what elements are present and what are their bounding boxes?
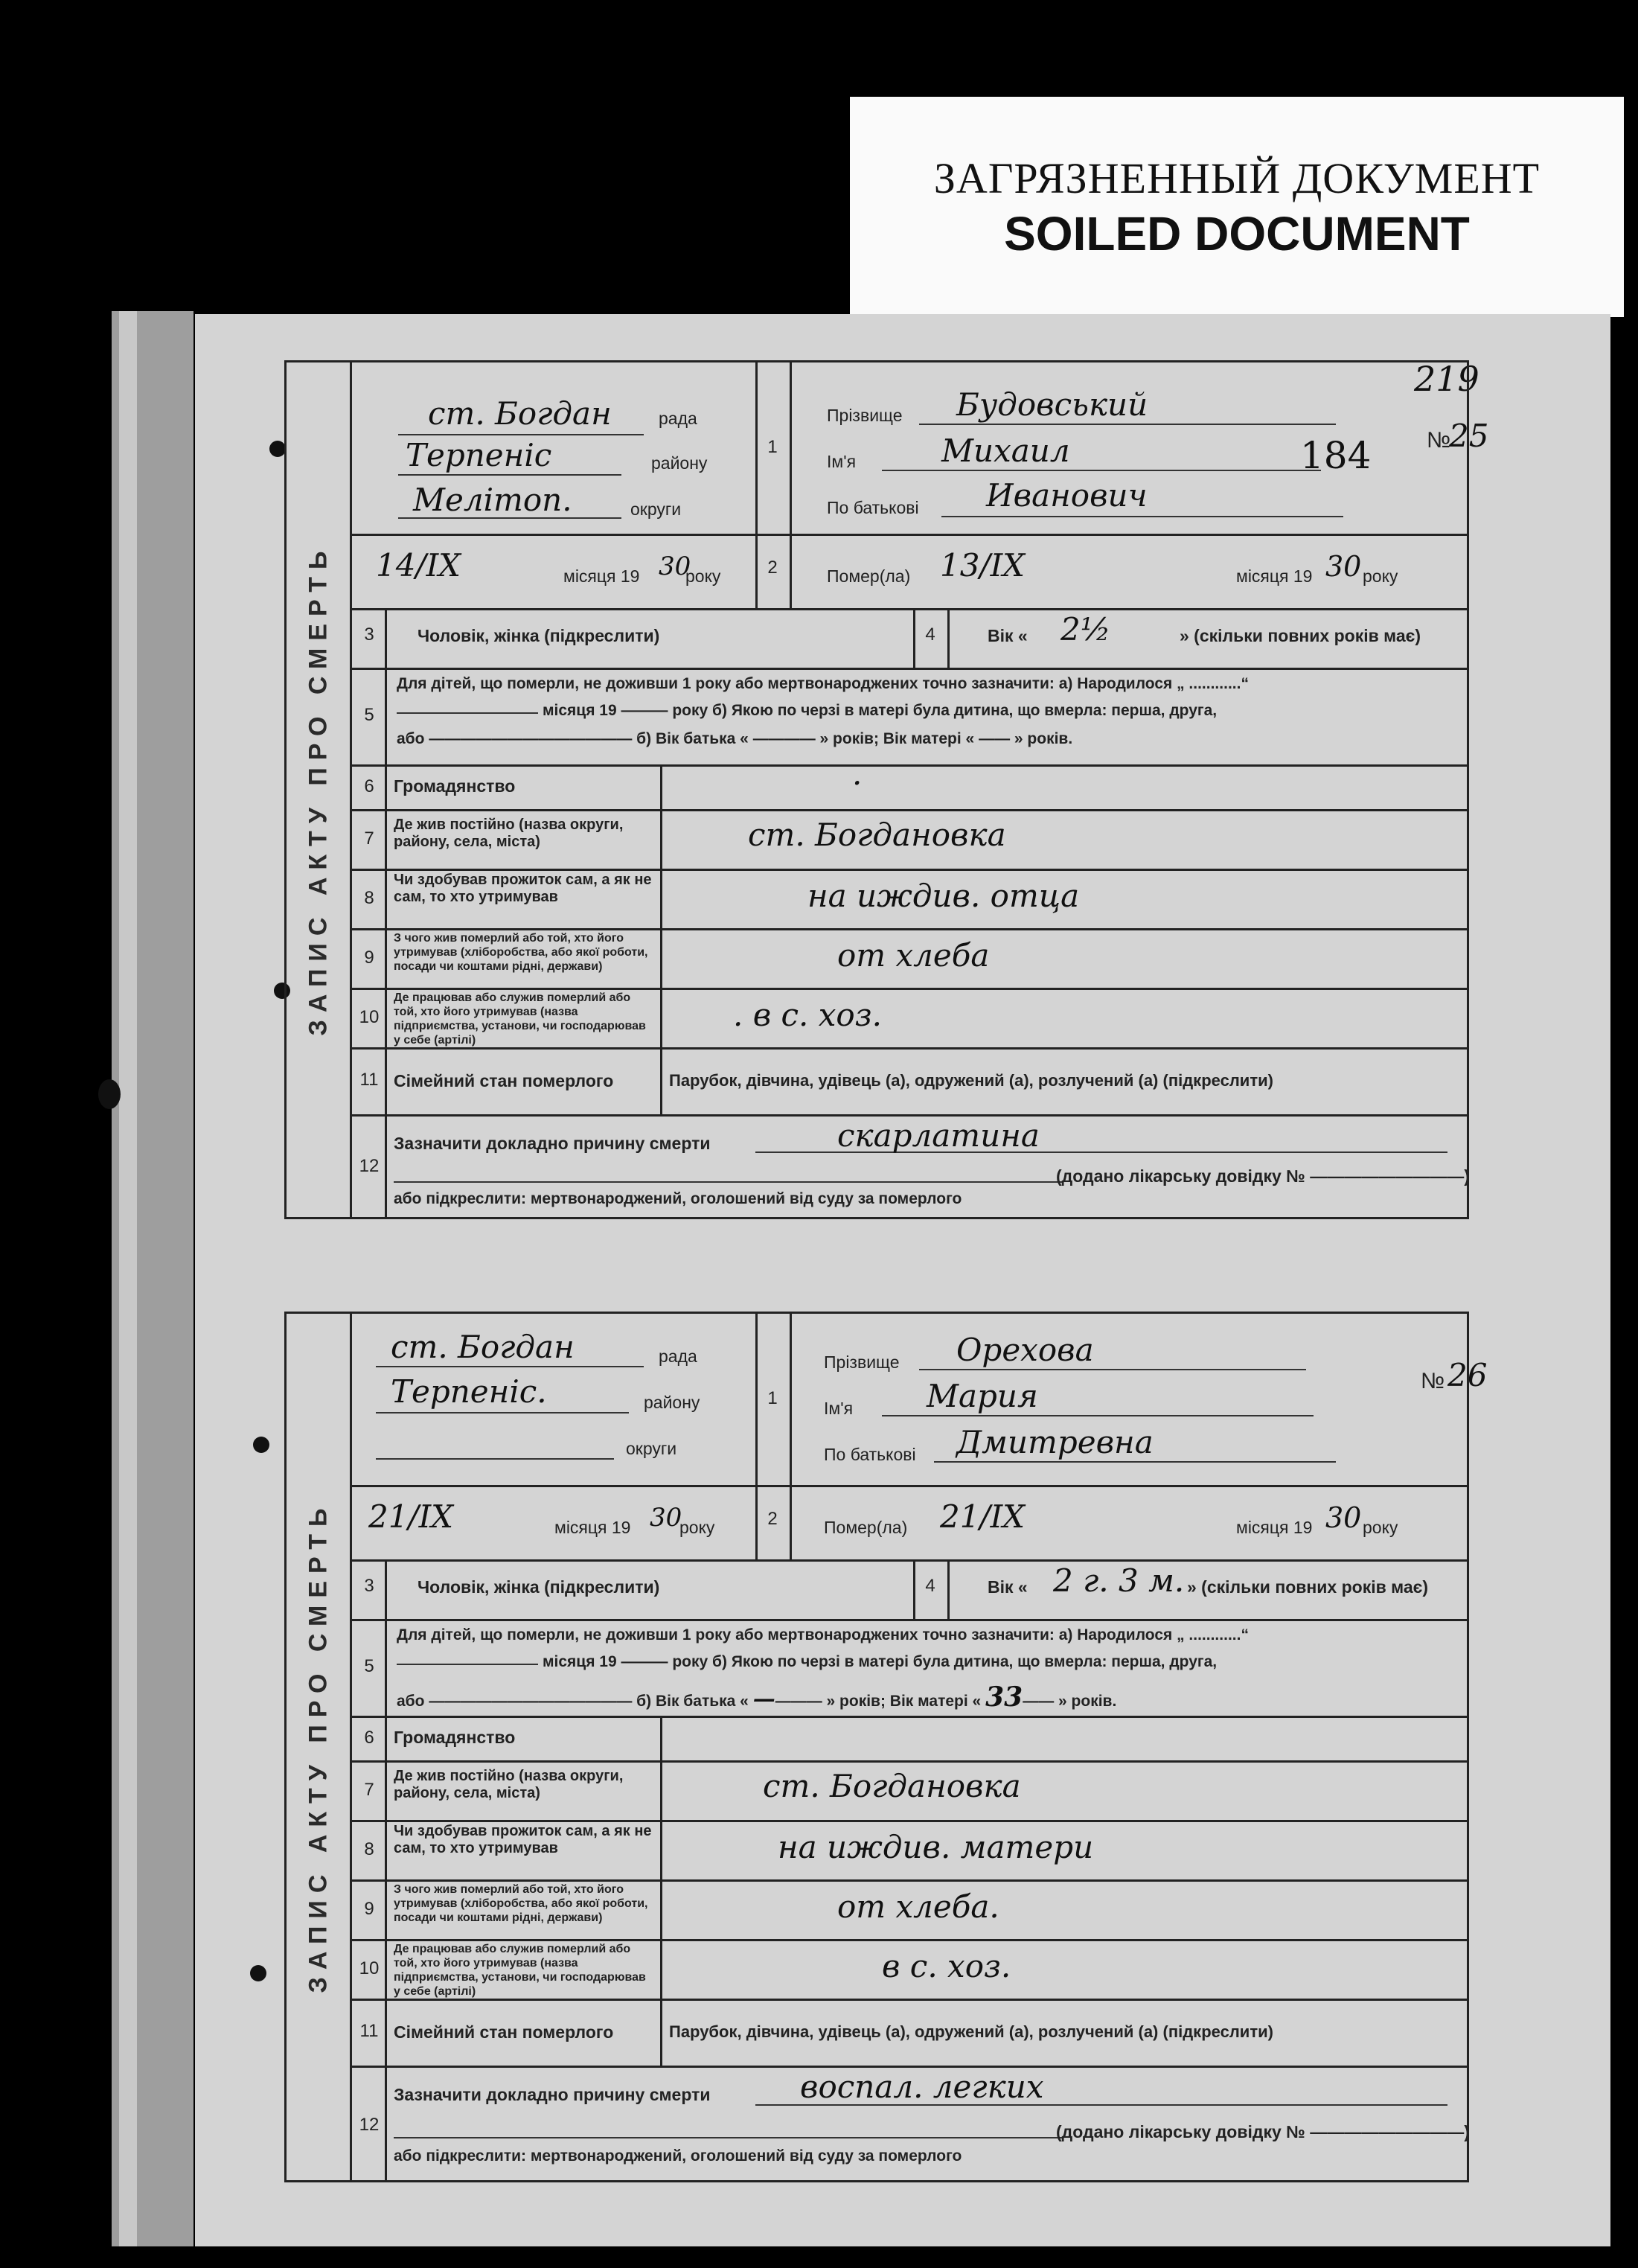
grid-line [352, 2066, 1467, 2068]
grid-line [790, 1314, 792, 1559]
grid-line [660, 764, 662, 1114]
fill-line [398, 517, 621, 519]
row-number-11: 11 [359, 1070, 379, 1090]
age-value: 2½ [1060, 611, 1111, 648]
patronymic-label: По батькові [824, 1445, 916, 1464]
residence-value: ст. Богдановка [763, 1768, 1021, 1804]
month-label: місяця 19 [554, 1518, 631, 1537]
fill-line [934, 1461, 1336, 1463]
age-value: 2 г. 3 м. [1053, 1562, 1185, 1599]
workplace-label: Де працював або служив померлий або той, хто його утримував (назва підприємства, установи, чи господарював у себе (артілі) [394, 1943, 646, 1998]
row-number-2: 2 [767, 558, 778, 578]
marital-label: Сімейний стан померлого [394, 2022, 614, 2042]
page-number: 219 [1414, 359, 1479, 399]
grid-line [352, 809, 1467, 811]
source-value: от хлеба. [837, 1888, 999, 1925]
sex-label: Чоловік, жінка (підкреслити) [418, 626, 660, 645]
row-number-9: 9 [364, 948, 374, 968]
surname-value: Будовський [956, 386, 1148, 423]
grid-line [352, 1619, 1467, 1621]
source-label: З чого жив померлий або той, хто його утримував (хліборобства, або якої роботи, посади чи коштами рідні, держави) [394, 932, 648, 973]
row-number-7: 7 [364, 1780, 374, 1800]
death-year-label: року [1363, 566, 1398, 586]
certificate-label: (додано лікарську довідку № —————————) [1056, 2122, 1470, 2141]
record-side-title: ЗАПИС АКТУ ПРО СМЕРТЬ [287, 362, 352, 1217]
children-line-3: або ————————————— б) Вік батька « ———— » років; Вік матері « —— » років. [397, 730, 1073, 747]
rada-value: ст. Богдан [428, 395, 612, 432]
year-label: року [679, 1518, 715, 1537]
row-number-3: 3 [364, 1576, 374, 1596]
grid-line [352, 1879, 1467, 1882]
residence-label: Де жив постійно (назва округи, району, села, міста) [394, 1768, 624, 1801]
row-number-2: 2 [767, 1509, 778, 1529]
row-number-6: 6 [364, 776, 374, 796]
surname-value: Орехова [956, 1332, 1094, 1368]
row-number-9: 9 [364, 1899, 374, 1919]
record-side-title: ЗАПИС АКТУ ПРО СМЕРТЬ [287, 1314, 352, 2180]
patronymic-value: Дмитревна [956, 1424, 1154, 1460]
number-sign: № [1421, 1369, 1445, 1393]
death-label: Помер(ла) [824, 1518, 908, 1537]
fill-line [376, 1458, 614, 1460]
grid-line [352, 1760, 1467, 1763]
grid-line [352, 1939, 1467, 1941]
rada-value: ст. Богдан [391, 1329, 575, 1365]
grid-line [385, 608, 387, 1217]
binding-hole [269, 441, 286, 457]
stillborn-label: або підкреслити: мертвонароджений, оголошений від суду за померлого [394, 2147, 962, 2165]
cause-value: скарлатина [837, 1117, 1040, 1154]
grid-line [352, 534, 1467, 536]
residence-value: ст. Богдановка [748, 817, 1006, 853]
sex-label: Чоловік, жінка (підкреслити) [418, 1577, 660, 1597]
livelihood-label: Чи здобував прожиток сам, а як не сам, то хто утримував [394, 872, 652, 905]
surname-label: Прізвище [827, 406, 903, 425]
children-line-3: або ————————————— б) Вік батька « ———— » років; Вік матері « 33—— » років. [397, 1681, 1117, 1713]
month-label: місяця 19 [563, 566, 640, 586]
row-number-6: 6 [364, 1728, 374, 1748]
fill-line [919, 1369, 1306, 1370]
registration-year-value: 30 [650, 1503, 682, 1533]
death-year-value: 30 [1325, 1501, 1362, 1534]
cause-label: Зазначити докладно причину смерти [394, 1134, 711, 1153]
fill-line [919, 424, 1336, 425]
soiled-label-english: SOILED DOCUMENT [1004, 207, 1470, 261]
grid-line [947, 1559, 950, 1619]
registration-date-value: 14/IX [376, 547, 461, 584]
row-number-5: 5 [364, 705, 374, 725]
age-label: Вік « [988, 1577, 1028, 1597]
raion-label: району [644, 1393, 700, 1412]
binding-hole [98, 1079, 121, 1109]
fill-line [376, 1366, 644, 1367]
raion-value: Терпеніс. [391, 1373, 547, 1410]
source-label: З чого жив померлий або той, хто його утримував (хліборобства, або якої роботи, посади чи коштами рідні, держави) [394, 1883, 648, 1924]
soiled-document-label [850, 97, 1624, 317]
name-label: Ім'я [824, 1399, 854, 1418]
livelihood-label: Чи здобував прожиток сам, а як не сам, то хто утримував [394, 1823, 652, 1856]
registration-date-value: 21/IX [368, 1498, 454, 1535]
registration-year-value: 30 [659, 552, 691, 581]
row-number-12: 12 [359, 2115, 380, 2135]
grid-line [385, 1559, 387, 2180]
children-line-1: Для дітей, що померли, не доживши 1 року або мертвонароджених точно зазначити: а) Народилося „ ............“ [397, 675, 1249, 692]
workplace-value: . в с. хоз. [733, 997, 882, 1033]
row-number-8: 8 [364, 1839, 374, 1859]
fill-line [398, 434, 644, 435]
livelihood-value: на иждив. отца [807, 878, 1080, 914]
row-number-1: 1 [767, 1388, 778, 1408]
name-value: Михаил [941, 432, 1070, 469]
patronymic-label: По батькові [827, 498, 919, 517]
age-suffix: » (скільки повних років має) [1187, 1577, 1429, 1597]
death-record-1 [284, 360, 1489, 1219]
citizenship-value: . [852, 756, 863, 792]
source-value: от хлеба [837, 937, 990, 974]
mother-age-value: 33 [985, 1681, 1023, 1713]
stillborn-label: або підкреслити: мертвонароджений, оголошений від суду за померлого [394, 1190, 962, 1207]
okruha-label: округи [626, 1439, 677, 1458]
row-number-10: 10 [359, 1958, 380, 1978]
grid-line [352, 1999, 1467, 2001]
record-number-value: 25 [1449, 418, 1489, 454]
father-age-value: — [752, 1686, 775, 1712]
rada-label: рада [659, 409, 697, 428]
grid-line [947, 608, 950, 668]
name-label: Ім'я [827, 452, 857, 471]
children-line-2: місяця 19 ——— року б) Якою по черзі в матері була дитина, що вмерла: перша, друга, [543, 702, 1218, 719]
citizenship-label: Громадянство [394, 776, 516, 796]
grid-line [352, 869, 1467, 871]
death-label: Помер(ла) [827, 566, 911, 586]
soiled-label-russian: ЗАГРЯЗНЕННЫЙ ДОКУМЕНТ [933, 154, 1541, 202]
fill-line [398, 474, 621, 476]
grid-line [352, 764, 1467, 767]
marital-options: Парубок, дівчина, удівець (а), одружений (а), розлучений (а) (підкреслити) [669, 2022, 1273, 2041]
row-number-4: 4 [925, 1576, 935, 1596]
fill-line [882, 1415, 1314, 1416]
okruha-value: Мелітоп. [413, 482, 572, 518]
fill-line [394, 1181, 1063, 1183]
binding-hole [250, 1965, 266, 1981]
fill-line [394, 2137, 1063, 2138]
citizenship-label: Громадянство [394, 1728, 516, 1747]
side-note-value: 184 [1300, 434, 1372, 477]
fill-line [397, 1664, 538, 1665]
year-label: року [685, 566, 721, 586]
raion-label: району [651, 453, 708, 473]
grid-line [790, 362, 792, 608]
number-sign: № [1427, 428, 1451, 453]
death-month-label: місяця 19 [1236, 566, 1313, 586]
grid-line [352, 1114, 1467, 1117]
grid-line [352, 1559, 1467, 1562]
death-month-label: місяця 19 [1236, 1518, 1313, 1537]
workplace-value: в с. хоз. [882, 1948, 1011, 1984]
grid-line [660, 1716, 662, 2066]
row-number-7: 7 [364, 828, 374, 849]
grid-line [352, 1820, 1467, 1822]
grid-line [352, 1047, 1467, 1050]
death-date-value: 21/IX [940, 1498, 1026, 1535]
fill-line [376, 1412, 629, 1413]
row-number-3: 3 [364, 625, 374, 645]
children-line-2: місяця 19 ——— року б) Якою по черзі в матері була дитина, що вмерла: перша, друга, [543, 1653, 1218, 1670]
marital-options: Парубок, дівчина, удівець (а), одружений (а), розлучений (а) (підкреслити) [669, 1071, 1273, 1090]
fill-line [882, 470, 1321, 471]
surname-label: Прізвище [824, 1352, 900, 1372]
grid-line [352, 1485, 1467, 1487]
grid-line [352, 1716, 1467, 1718]
row-number-11: 11 [359, 2021, 379, 2041]
age-label: Вік « [988, 626, 1028, 645]
workplace-label: Де працював або служив померлий або той, хто його утримував (назва підприємства, установи, чи господарював у себе (артілі) [394, 991, 646, 1047]
residence-label: Де жив постійно (назва округи, району, села, міста) [394, 817, 624, 850]
name-value: Мария [927, 1378, 1038, 1414]
row-number-8: 8 [364, 888, 374, 908]
death-year-value: 30 [1325, 550, 1362, 583]
grid-line [352, 668, 1467, 670]
binding-hole [253, 1437, 269, 1453]
grid-line [352, 928, 1467, 930]
fill-line [941, 516, 1343, 517]
grid-line [352, 988, 1467, 990]
row-number-10: 10 [359, 1007, 380, 1027]
children-line-1: Для дітей, що померли, не доживши 1 року або мертвонароджених точно зазначити: а) Народилося „ ............“ [397, 1626, 1249, 1643]
cause-label: Зазначити докладно причину смерти [394, 2085, 711, 2104]
okruha-label: округи [630, 499, 682, 519]
livelihood-value: на иждив. матери [778, 1829, 1094, 1865]
death-year-label: року [1363, 1518, 1398, 1537]
fill-line [397, 712, 538, 714]
age-suffix: » (скільки повних років має) [1180, 626, 1421, 645]
marital-label: Сімейний стан померлого [394, 1071, 614, 1090]
death-record-2 [284, 1312, 1488, 2182]
record-number-value: 26 [1447, 1357, 1488, 1393]
grid-line [352, 608, 1467, 610]
rada-label: рада [659, 1347, 697, 1366]
row-number-12: 12 [359, 1156, 380, 1176]
patronymic-value: Иванович [986, 477, 1148, 514]
binding-spine-edge [119, 311, 137, 2246]
cause-value: воспал. легких [800, 2069, 1044, 2105]
row-number-1: 1 [767, 437, 778, 457]
row-number-5: 5 [364, 1656, 374, 1676]
death-date-value: 13/IX [940, 547, 1026, 584]
certificate-label: (додано лікарську довідку № —————————) [1056, 1166, 1470, 1186]
row-number-4: 4 [925, 625, 935, 645]
raion-value: Терпеніс [406, 437, 552, 473]
